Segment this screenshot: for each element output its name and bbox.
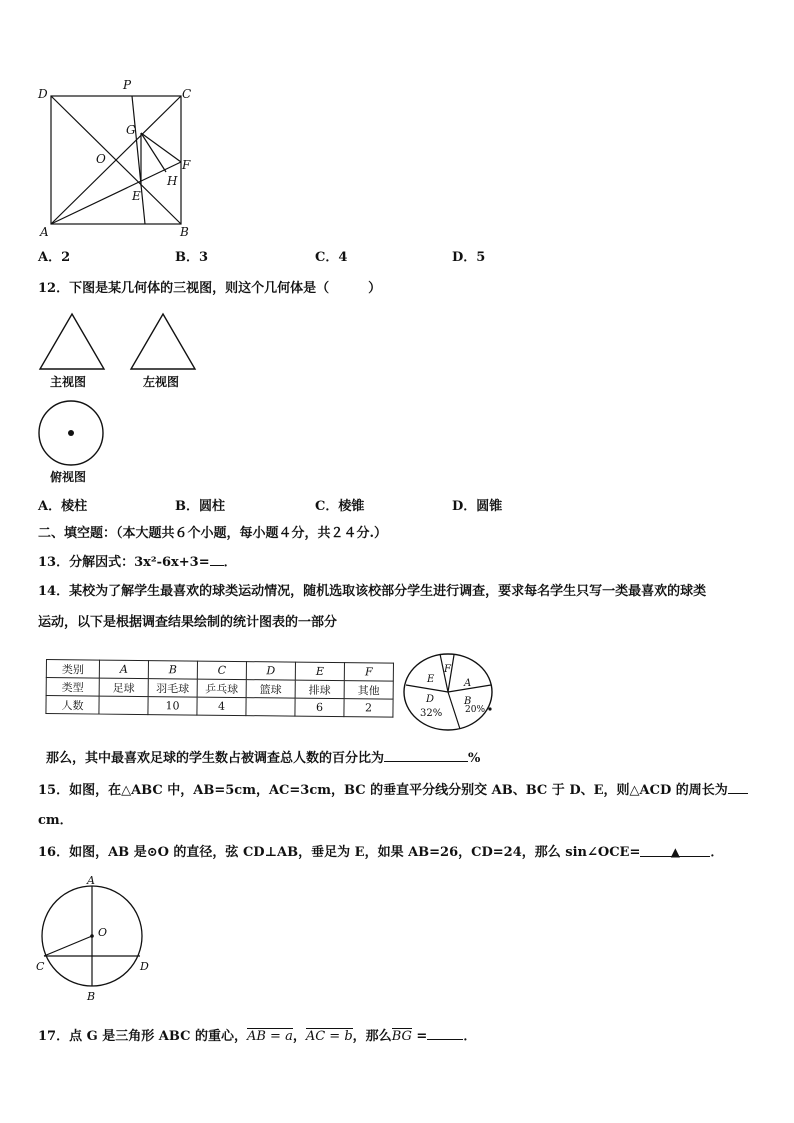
label-d: D [38, 87, 48, 101]
q16-text: 16．如图，AB 是⊙O 的直径，弦 CD⊥AB，垂足为 E，如果 AB=26，CD=24，那么 sin∠OCE= [38, 845, 641, 860]
label-c: C [36, 960, 45, 973]
top-view-circle [36, 399, 106, 469]
table-cell: D [246, 662, 295, 681]
table-cell: 4 [197, 697, 246, 716]
label-o: O [96, 152, 106, 166]
pie-label-a: A [464, 678, 472, 689]
vector-ac-eq-b: AC = b [305, 1029, 353, 1044]
line-gh [141, 133, 166, 172]
q17-suffix: ． [463, 1029, 477, 1044]
left-view-triangle [128, 312, 198, 372]
top-view-label: 俯视图 [50, 470, 87, 484]
table-cell: 人数 [46, 696, 99, 715]
q11-geometry-figure [34, 76, 204, 244]
q17-answer-blank[interactable] [427, 1026, 463, 1040]
table-cell: 6 [295, 698, 344, 717]
pie-pct-b: 20% [465, 705, 486, 715]
table-cell: 其他 [344, 681, 393, 700]
q14-text-line1: 14．某校为了解学生最喜欢的球类运动情况，随机选取该校部分学生进行调查，要求每名学生只写一类最喜欢的球类 [38, 584, 707, 599]
q17-mid: ，那么 [352, 1029, 392, 1044]
center-dot [68, 430, 74, 436]
label-p: P [123, 78, 132, 92]
label-b: B [87, 990, 96, 1003]
q12-option-c[interactable]: C．棱锥 [315, 499, 365, 514]
vector-bg: BG [391, 1029, 412, 1044]
table-cell: 羽毛球 [148, 679, 197, 698]
q14-answer-blank[interactable] [384, 748, 468, 762]
pie-label-e: E [427, 674, 435, 685]
front-view-label: 主视图 [50, 375, 87, 389]
vector-ab-eq-a: AB = a [246, 1029, 293, 1044]
q13-question [38, 552, 237, 572]
left-view-label: 左视图 [143, 375, 180, 389]
table-cell: 类别 [46, 660, 99, 679]
label-a: A [40, 225, 49, 239]
q11-option-c[interactable]: C．4 [315, 250, 348, 265]
line-pe [132, 96, 145, 224]
label-f: F [182, 158, 191, 172]
pie-label-f: F [444, 664, 451, 675]
table-cell: 乒乓球 [197, 679, 246, 698]
q17-question [38, 1026, 476, 1046]
q13-answer-blank[interactable] [210, 552, 224, 566]
q12-option-b[interactable]: B．圆柱 [175, 499, 225, 514]
q11-option-b[interactable]: B．3 [175, 250, 209, 265]
q13-text: 13．分解因式：3x²-6x+3= [38, 555, 210, 570]
q11-option-a[interactable]: A．2 [38, 250, 71, 265]
pie-pct-d: 32% [420, 708, 443, 719]
q12-question: 12．下图是某几何体的三视图，则这个几何体是（ ） [38, 281, 382, 296]
table-cell: C [197, 661, 246, 680]
pie-dot [488, 707, 491, 710]
q17-eq: = [416, 1029, 428, 1044]
q12-option-a[interactable]: A．棱柱 [38, 499, 88, 514]
q16-suffix: ． [710, 845, 724, 860]
pie-label-d: D [426, 694, 435, 705]
table-row [46, 696, 393, 718]
answer-marker-icon: ▲ [670, 845, 680, 859]
pie-divider [406, 685, 448, 692]
table-cell: 足球 [99, 678, 148, 697]
q15-answer-blank[interactable] [728, 780, 748, 794]
center-o-dot [90, 934, 94, 938]
table-cell: 10 [148, 697, 197, 716]
label-h: H [167, 174, 178, 188]
q16-circle-figure [34, 872, 158, 1004]
table-cell: 篮球 [246, 680, 295, 699]
table-cell [99, 696, 148, 715]
table-cell: 类型 [46, 678, 99, 697]
table-cell: 2 [344, 699, 393, 718]
label-a: A [87, 874, 95, 887]
q14-text-line2: 运动，以下是根据调查结果绘制的统计图表的一部分 [38, 615, 338, 630]
pie-divider [448, 692, 460, 729]
q14-stat-table [45, 659, 394, 718]
q15-text: 15．如图，在△ABC 中，AB=5cm，AC=3cm，BC 的垂直平分线分别交 AB、BC 于 D、E，则△ACD 的周长为 [38, 783, 728, 798]
q16-answer-blank[interactable] [640, 843, 710, 857]
table-cell: E [295, 662, 344, 681]
label-c: C [182, 87, 192, 101]
q17-sep: ， [292, 1029, 306, 1044]
line-af [51, 162, 181, 224]
q16-question [38, 843, 723, 862]
q14-pie-chart [400, 650, 500, 734]
q12-option-d[interactable]: D．圆锥 [452, 499, 503, 514]
q11-option-d[interactable]: D．5 [452, 250, 486, 265]
table-cell: F [344, 663, 393, 682]
section-2-title: 二、填空题：（本大题共６个小题，每小题４分，共２４分.） [38, 526, 388, 541]
q17-prefix: 17．点 G 是三角形 ABC 的重心， [38, 1029, 247, 1044]
label-o: O [98, 926, 108, 939]
table-cell: A [99, 660, 148, 679]
front-view-triangle [38, 312, 106, 372]
q14-stat-table-wrap [45, 659, 394, 718]
table-cell: 排球 [295, 680, 344, 699]
line-gf [141, 133, 181, 162]
q14-answer-prefix: 那么，其中最喜欢足球的学生数占被调查总人数的百分比为 [46, 751, 385, 766]
q14-answer-suffix: % [468, 751, 481, 766]
table-cell: B [148, 661, 197, 680]
table-cell [246, 698, 295, 717]
label-d: D [140, 960, 149, 973]
label-g: G [126, 123, 136, 137]
pie-label-b: B [464, 696, 472, 707]
q14-answer-line [46, 748, 480, 768]
radius-oc [44, 936, 92, 956]
label-b: B [180, 225, 189, 239]
label-e: E [132, 189, 141, 203]
q15-question [38, 780, 748, 800]
q13-suffix: ． [223, 555, 237, 570]
q15-unit: cm． [38, 813, 73, 828]
